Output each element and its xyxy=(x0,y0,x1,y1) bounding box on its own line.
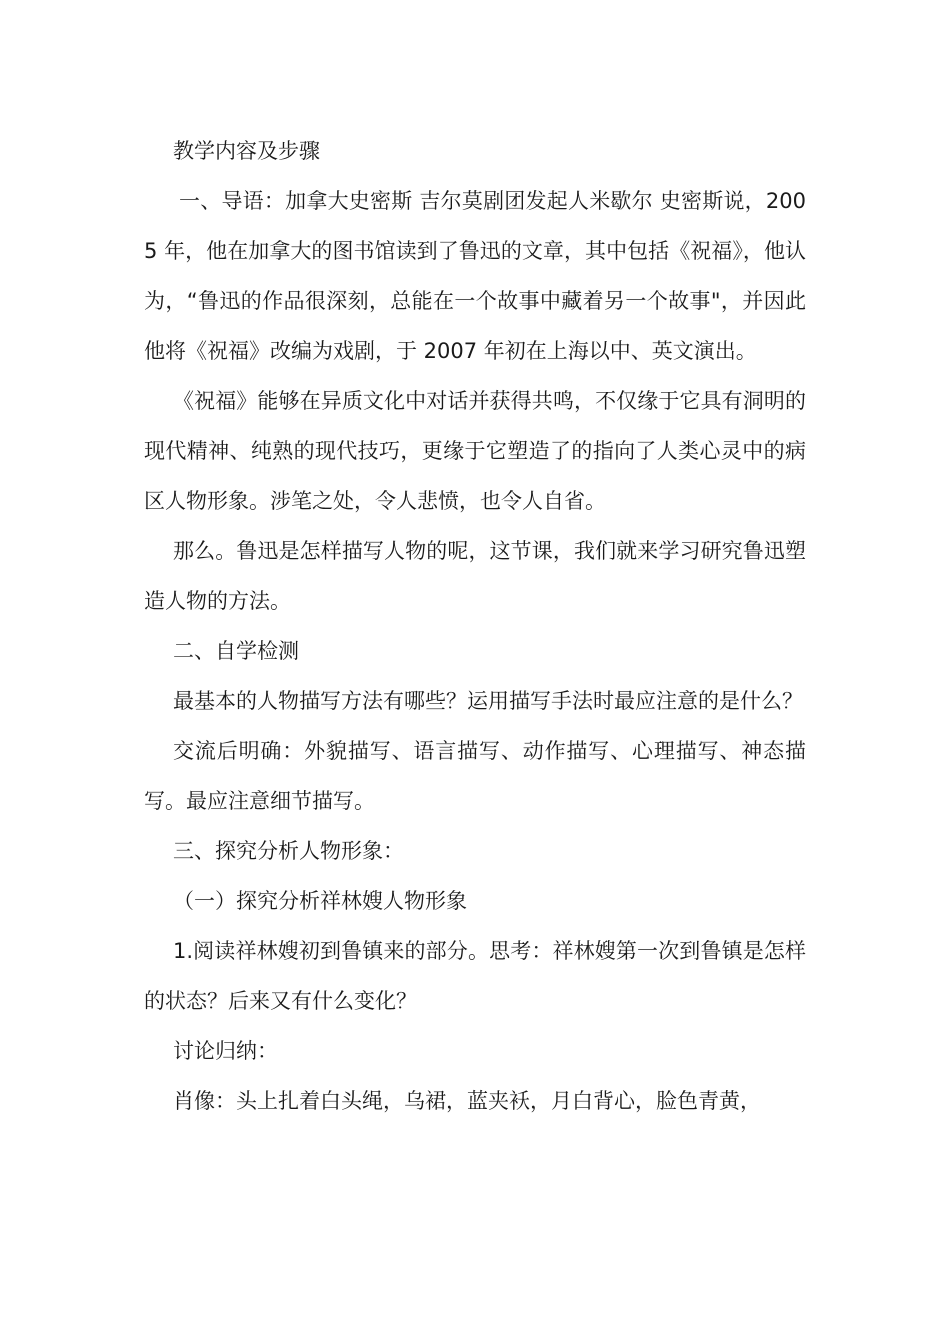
paragraph-answer: 交流后明确：外貌描写、语言描写、动作描写、心理描写、神态描写。最应注意细节描写。 xyxy=(144,739,806,813)
paragraph-lesson-goal: 那么。鲁迅是怎样描写人物的呢，这节课，我们就来学习研究鲁迅塑造人物的方法。 xyxy=(144,539,806,613)
paragraph-reading-task: 1.阅读祥林嫂初到鲁镇来的部分。思考：祥林嫂第一次到鲁镇是怎样的状态？后来又有什么变化？ xyxy=(144,939,806,1013)
section-heading-teaching-steps: 教学内容及步骤 xyxy=(173,139,320,163)
paragraph-portrait: 肖像：头上扎着白头绳，乌裙，蓝夹袄，月白背心，脸色青黄， xyxy=(173,1089,761,1113)
section-heading-self-test: 二、自学检测 xyxy=(173,639,299,663)
paragraph-introduction: 一、导语：加拿大史密斯 吉尔莫剧团发起人米歇尔 史密斯说，2005 年，他在加拿大的图书馆读到了鲁迅的文章，其中包括《祝福》，他认为，“鲁迅的作品很深刻，总能在一个故事中藏着另一个故事"，并因此他将《祝福》改编为戏剧，于 2007 年初在上海以中、英文演出。 xyxy=(144,189,806,363)
paragraph-question: 最基本的人物描写方法有哪些？运用描写手法时最应注意的是什么？ xyxy=(173,689,803,713)
section-heading-analysis: 三、探究分析人物形象： xyxy=(173,839,404,863)
subsection-heading-xianglin: （一）探究分析祥林嫂人物形象 xyxy=(173,889,467,913)
paragraph-discussion-label: 讨论归纳： xyxy=(173,1039,278,1063)
document-body xyxy=(144,126,806,1126)
paragraph-resonance: 《祝福》能够在异质文化中对话并获得共鸣，不仅缘于它具有洞明的现代精神、纯熟的现代技巧，更缘于它塑造了的指向了人类心灵中的病区人物形象。涉笔之处，令人悲愤，也令人自省。 xyxy=(144,389,806,513)
